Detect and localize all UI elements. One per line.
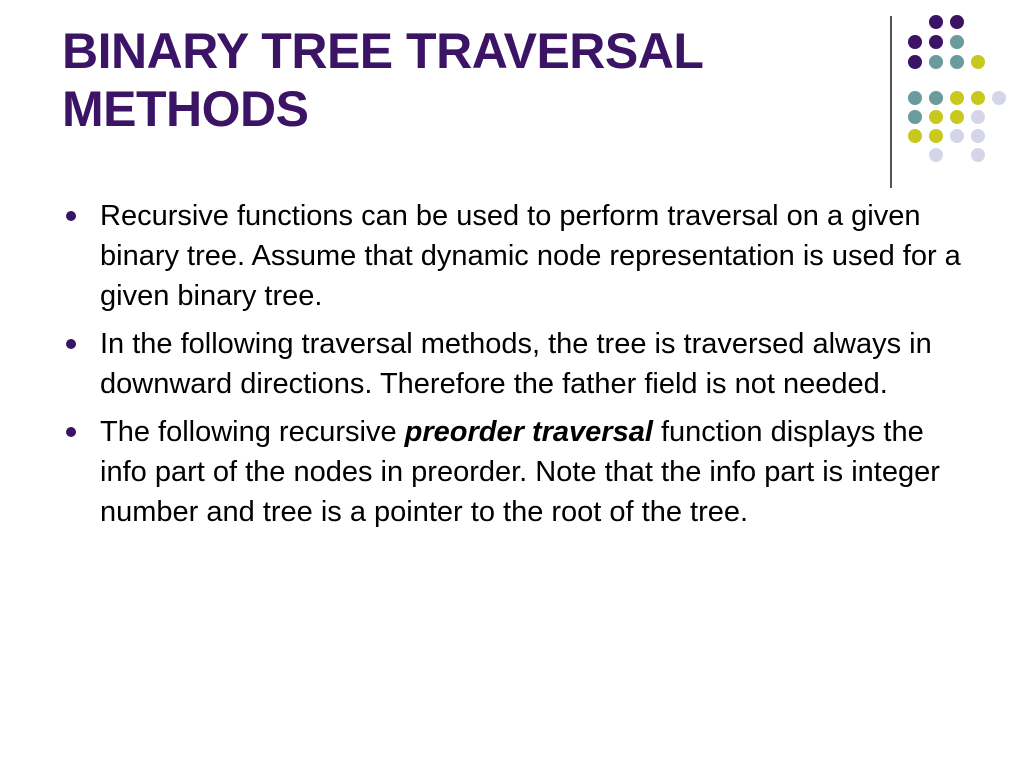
decorative-dot-icon <box>950 35 964 49</box>
bullet-text-after: function displays the info part of the nodes in preorder. Note that the info part is integer number and tree is a pointer to the root of the tree. <box>100 416 940 528</box>
decorative-dot-icon <box>908 35 922 49</box>
bullet-emphasis: preorder traversal <box>404 416 653 448</box>
decorative-dot-icon <box>929 110 943 124</box>
decorative-dot-icon <box>950 55 964 69</box>
bullet-icon <box>66 211 76 221</box>
decorative-dot-icon <box>992 91 1006 105</box>
decorative-dot-icon <box>929 35 943 49</box>
bullet-item <box>62 412 962 532</box>
decorative-dot-icon <box>971 91 985 105</box>
bullet-text: Recursive functions can be used to perform traversal on a given binary tree. Assume that dynamic node representation is used for a given binary tree. <box>100 200 961 312</box>
decorative-dot-icon <box>950 91 964 105</box>
decorative-dot-icon <box>929 129 943 143</box>
decorative-dot-icon <box>929 15 943 29</box>
title-line-2: METHODS <box>62 81 309 137</box>
bullet-text: In the following traversal methods, the tree is traversed always in downward directions. Therefore the father field is not needed. <box>100 328 932 400</box>
decorative-dot-icon <box>908 110 922 124</box>
decorative-dot-icon <box>971 55 985 69</box>
decorative-dot-icon <box>929 91 943 105</box>
bullet-item <box>62 196 962 316</box>
bullet-item <box>62 324 962 404</box>
decorative-dot-icon <box>971 129 985 143</box>
decorative-dot-icon <box>950 129 964 143</box>
decorative-dot-icon <box>950 15 964 29</box>
bullet-icon <box>66 339 76 349</box>
decorative-dot-icon <box>950 110 964 124</box>
decorative-dot-icon <box>971 148 985 162</box>
bullet-text-before: The following recursive <box>100 416 405 448</box>
dot-grid-decoration-icon <box>0 0 1024 200</box>
decorative-dot-icon <box>971 110 985 124</box>
bullet-icon <box>66 427 76 437</box>
decorative-dot-icon <box>908 129 922 143</box>
decorative-dot-icon <box>929 148 943 162</box>
decorative-dot-icon <box>929 55 943 69</box>
bullet-list <box>62 196 962 540</box>
decorative-dot-icon <box>908 55 922 69</box>
title-line-1: BINARY TREE TRAVERSAL <box>62 23 704 79</box>
decorative-dot-icon <box>908 91 922 105</box>
